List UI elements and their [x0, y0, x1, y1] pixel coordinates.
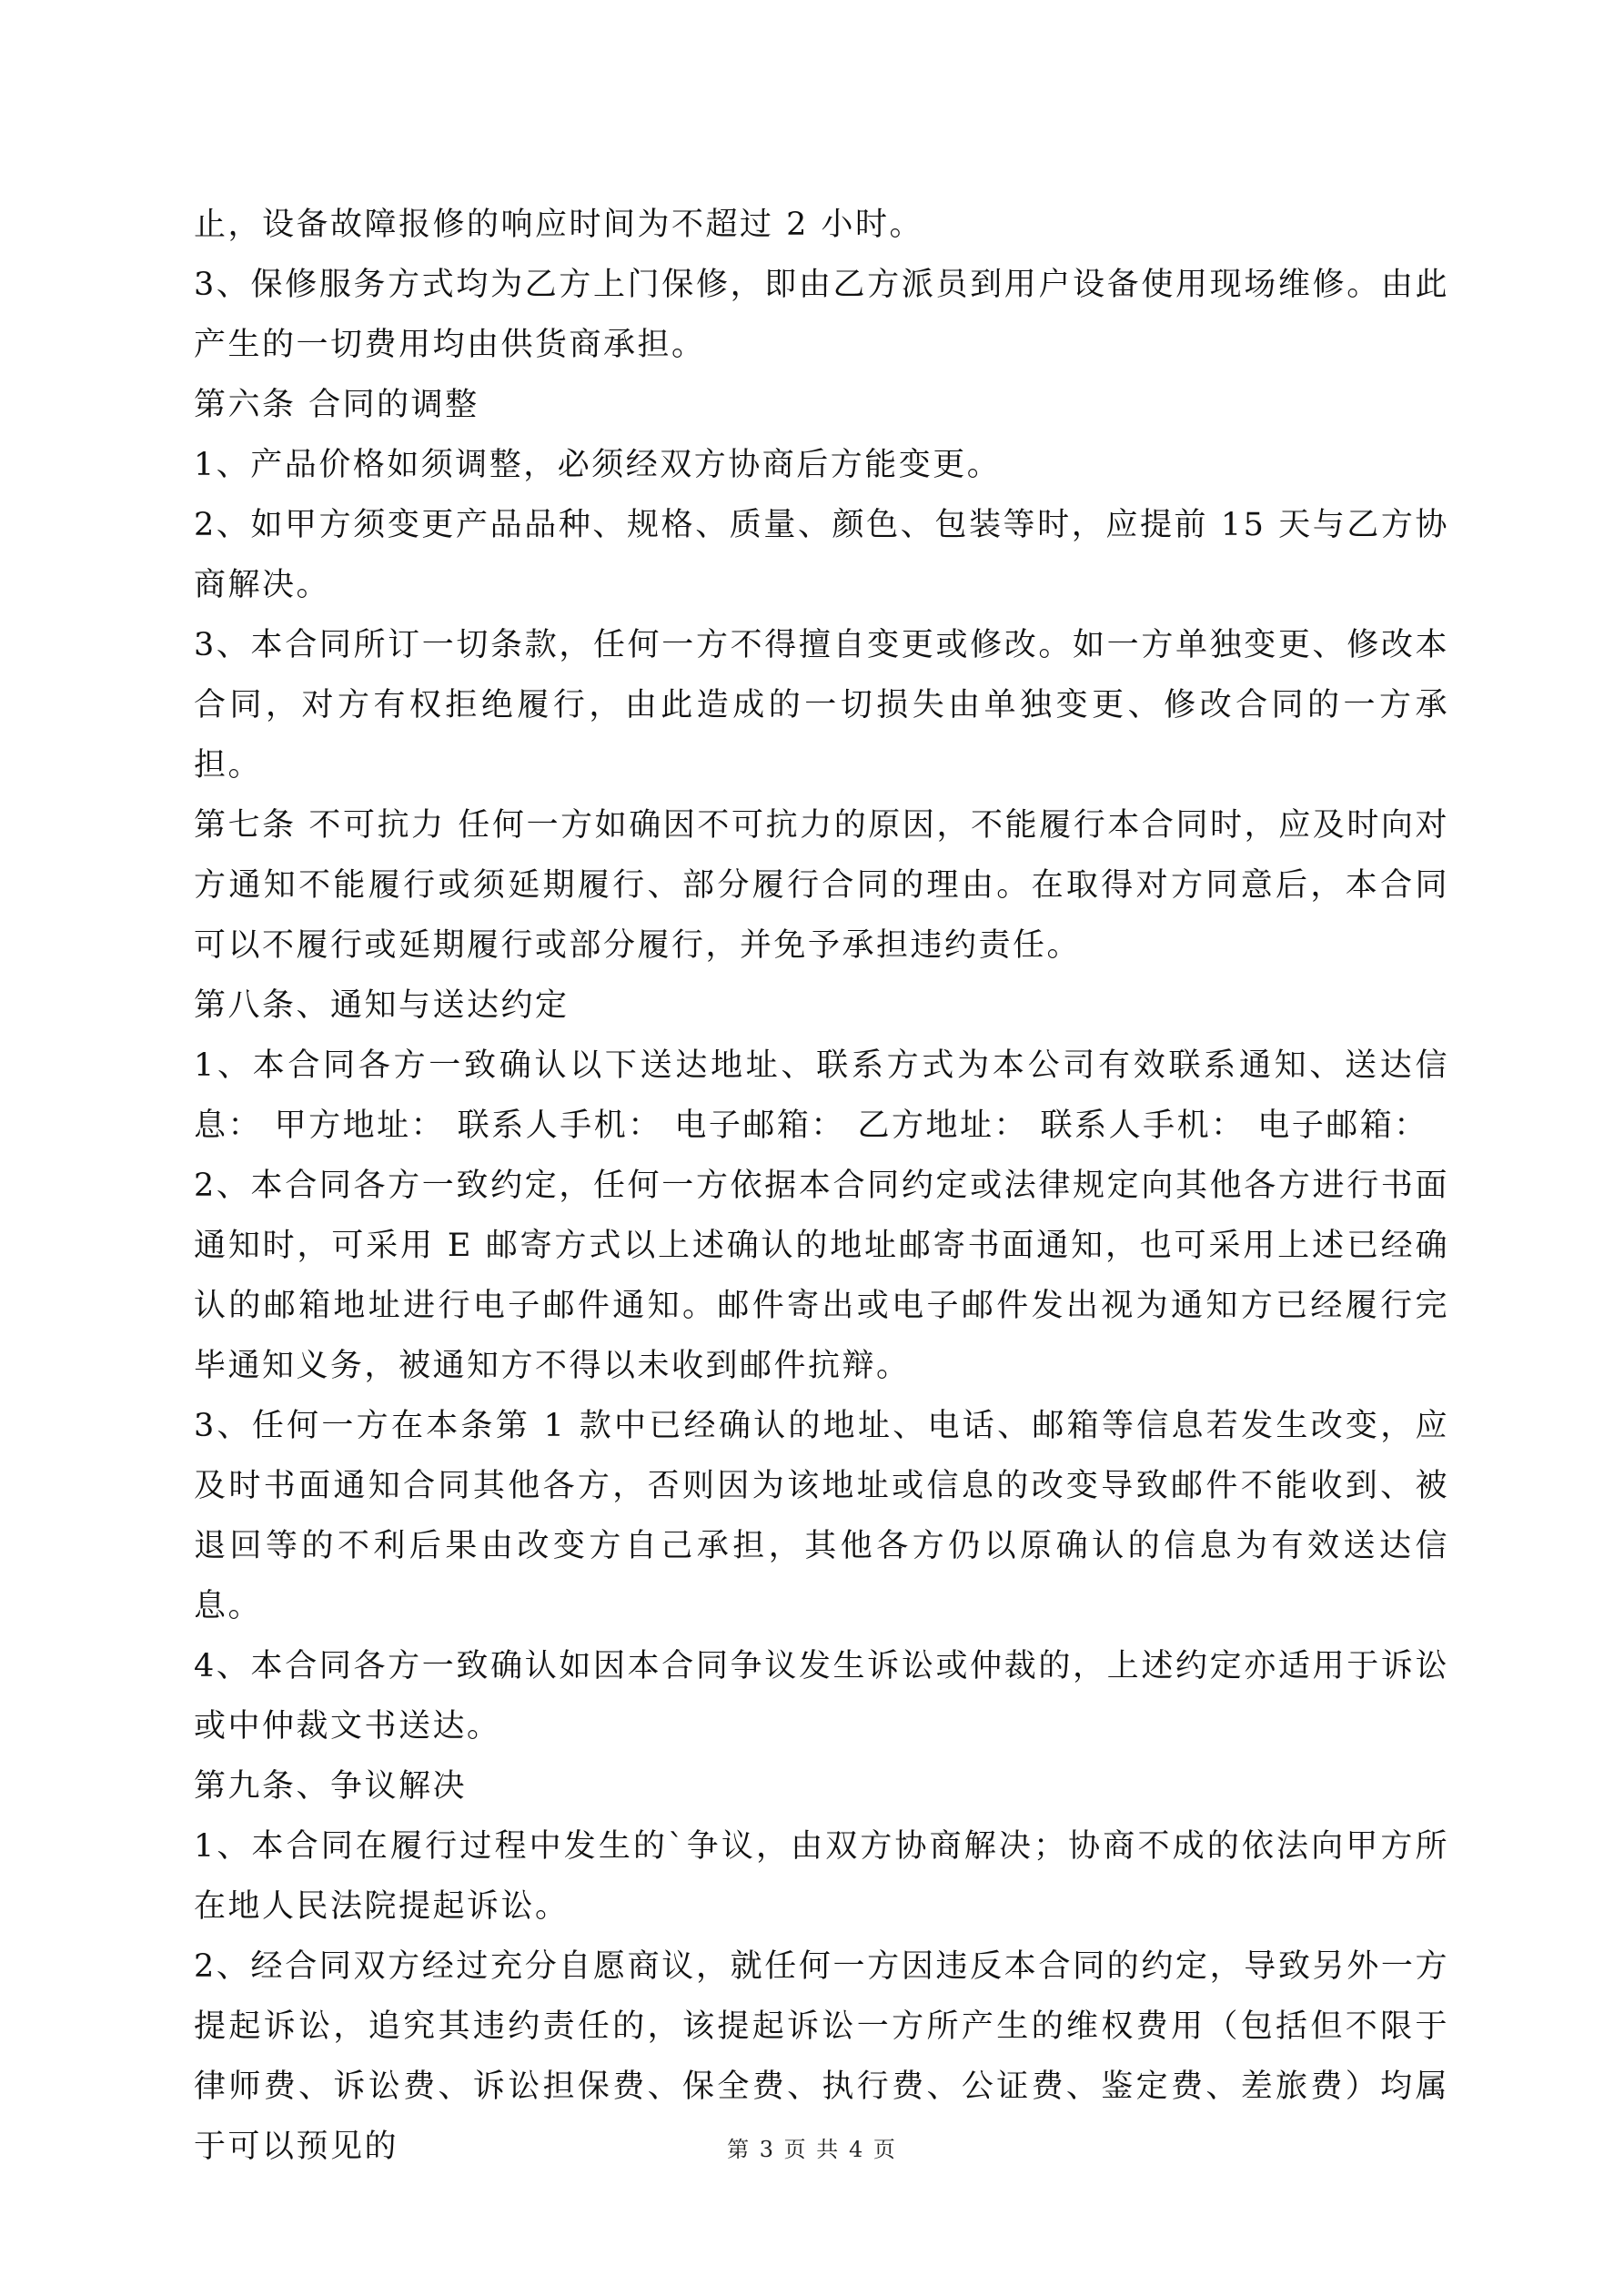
section-heading-article-8: 第八条、通知与送达约定 — [194, 987, 570, 1024]
paragraph-clause-8-4: 4、本合同各方一致确认如因本合同争议发生诉讼或仲裁的，上述约定亦适用于诉讼或中仲裁文书送达。 — [194, 1648, 1449, 1745]
section-heading-article-9: 第九条、争议解决 — [194, 1768, 468, 1805]
paragraph-clause-9-1: 1、本合同在履行过程中发生的`争议，由双方协商解决；协商不成的依法向甲方所在地人民法院提起诉讼。 — [194, 1828, 1449, 1925]
paragraph-continuation: 止，设备故障报修的响应时间为不超过 2 小时。 — [194, 207, 924, 243]
page-number-footer: 第 3 页 共 4 页 — [727, 2137, 897, 2162]
paragraph-clause-5-3: 3、保修服务方式均为乙方上门保修，即由乙方派员到用户设备使用现场维修。由此产生的一切费用均由供货商承担。 — [194, 267, 1449, 363]
paragraph-clause-8-2: 2、本合同各方一致约定，任何一方依据本合同约定或法律规定向其他各方进行书面通知时，可采用 E 邮寄方式以上述确认的地址邮寄书面通知，也可采用上述已经确认的邮箱地址进行电子邮件通知。邮件寄出或电子邮件发出视为通知方已经履行完毕通知义务，被通知方不得以未收到邮件抗辩。 — [194, 1168, 1449, 1384]
paragraph-clause-8-3: 3、任何一方在本条第 1 款中已经确认的地址、电话、邮箱等信息若发生改变，应及时书面通知合同其他各方，否则因为该地址或信息的改变导致邮件不能收到、被退回等的不利后果由改变方自己承担，其他各方仍以原确认的信息为有效送达信息。 — [194, 1408, 1449, 1624]
paragraph-clause-9-2: 2、经合同双方经过充分自愿商议，就任何一方因违反本合同的约定，导致另外一方提起诉讼，追究其违约责任的，该提起诉讼一方所产生的维权费用（包括但不限于律师费、诉讼费、诉讼担保费、保全费、执行费、公证费、鉴定费、差旅费）均属于可以预见的 — [194, 1948, 1449, 2165]
contract-body — [194, 195, 1449, 2177]
paragraph-clause-6-1: 1、产品价格如须调整，必须经双方协商后方能变更。 — [194, 447, 1002, 483]
paragraph-clause-8-1: 1、本合同各方一致确认以下送达地址、联系方式为本公司有效联系通知、送达信息： 甲方地址： 联系人手机： 电子邮箱： 乙方地址： 联系人手机： 电子邮箱： — [194, 1047, 1449, 1144]
section-heading-article-6: 第六条 合同的调整 — [194, 387, 479, 423]
paragraph-clause-6-2: 2、如甲方须变更产品品种、规格、质量、颜色、包装等时，应提前 15 天与乙方协商解决。 — [194, 507, 1449, 603]
paragraph-article-7: 第七条 不可抗力 任何一方如确因不可抗力的原因，不能履行本合同时，应及时向对方通知不能履行或须延期履行、部分履行合同的理由。在取得对方同意后，本合同可以不履行或延期履行或部分履行，并免予承担违约责任。 — [194, 807, 1449, 964]
paragraph-clause-6-3: 3、本合同所订一切条款，任何一方不得擅自变更或修改。如一方单独变更、修改本合同，对方有权拒绝履行，由此造成的一切损失由单独变更、修改合同的一方承担。 — [194, 627, 1449, 784]
